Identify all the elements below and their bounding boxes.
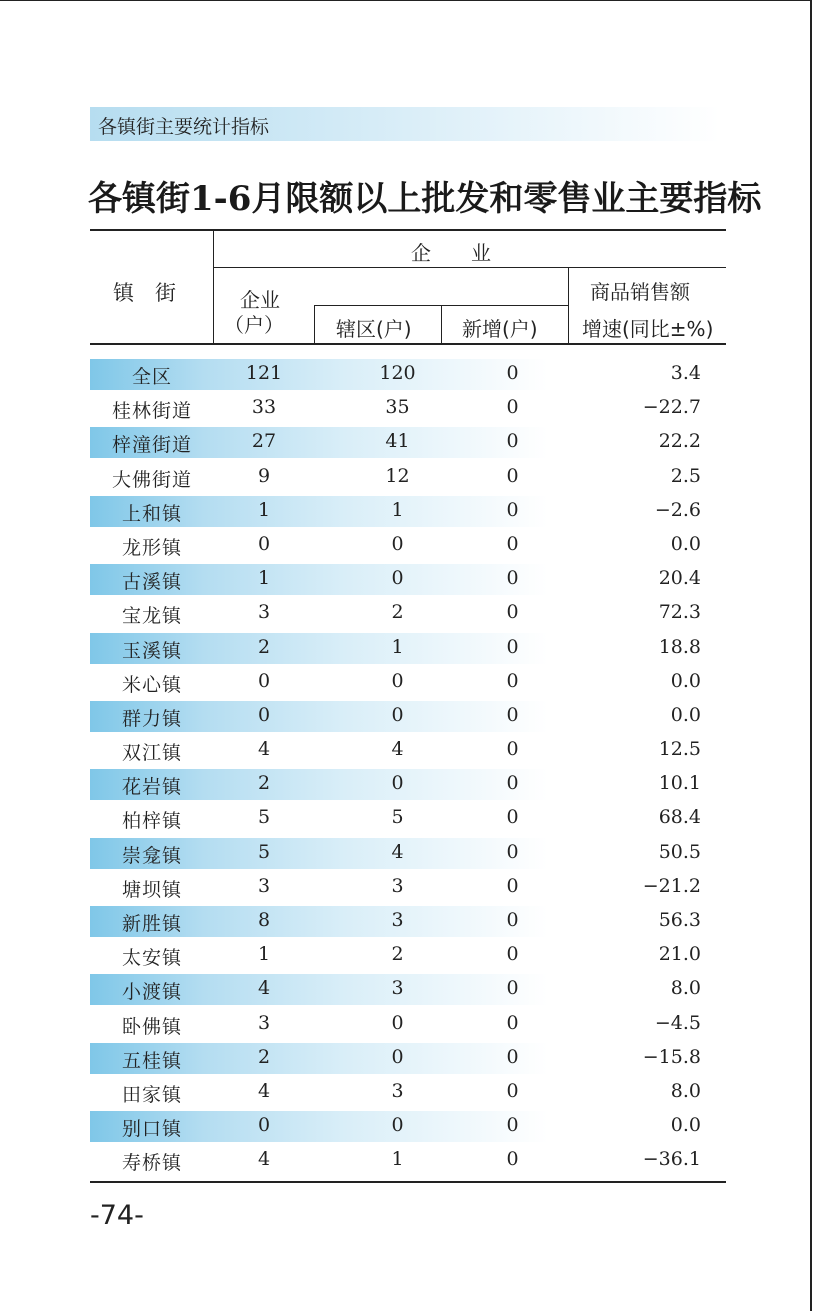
header-district: 辖区(户)	[336, 317, 412, 341]
town-name-cell: 宝龙镇	[121, 605, 182, 628]
district-count-cell: 3	[391, 909, 404, 931]
table-row	[90, 836, 726, 870]
district-count-cell: 12	[385, 464, 410, 487]
enterprise-count-cell: 5	[257, 840, 271, 863]
new-added-cell: 0	[506, 840, 519, 863]
district-count-cell: 3	[391, 874, 404, 897]
town-name-cell: 大佛街道	[111, 468, 192, 491]
district-count-cell: 1	[391, 1148, 404, 1171]
enterprise-count-cell: 2	[257, 1045, 271, 1068]
sales-growth-cell: 56.3	[658, 909, 701, 931]
town-name-cell: 古溪镇	[121, 571, 182, 594]
enterprise-count-cell: 0	[257, 1114, 271, 1137]
table-row	[90, 357, 726, 391]
district-count-cell: 35	[385, 396, 410, 419]
enterprise-count-cell: 4	[257, 1148, 271, 1171]
enterprise-count-cell: 3	[257, 874, 271, 897]
sales-growth-cell: 21.0	[658, 943, 701, 966]
district-count-cell: 0	[391, 1114, 404, 1137]
district-count-cell: 3	[391, 977, 404, 1000]
district-count-cell: 4	[391, 738, 404, 761]
sales-growth-cell: 68.4	[658, 806, 701, 829]
district-count-cell: 3	[391, 1079, 404, 1102]
town-name-cell: 小渡镇	[121, 981, 182, 1004]
sales-growth-cell: 0.0	[670, 532, 701, 555]
table-body	[90, 357, 726, 1178]
enterprise-count-cell: 4	[257, 1079, 271, 1102]
table-top-rule	[90, 229, 726, 231]
new-added-cell: 0	[506, 601, 519, 624]
district-count-cell: 0	[391, 1045, 404, 1068]
table-row	[90, 1109, 726, 1143]
sales-growth-cell: 12.5	[658, 738, 701, 761]
new-added-cell: 0	[506, 806, 519, 829]
new-added-cell: 0	[506, 1011, 519, 1034]
enterprise-count-cell: 4	[257, 977, 271, 1000]
district-count-cell: 2	[391, 943, 404, 966]
header-bottom-rule	[90, 343, 726, 345]
enterprise-count-cell: 33	[251, 396, 277, 419]
table-row	[90, 699, 726, 733]
page-number: -74-	[90, 1200, 144, 1231]
new-added-cell: 0	[506, 532, 519, 555]
new-added-cell: 0	[506, 1045, 519, 1068]
enterprise-count-cell: 5	[257, 806, 271, 829]
enterprise-count-cell: 9	[257, 464, 271, 487]
town-name-cell: 玉溪镇	[121, 639, 182, 662]
header-enterprise-group: 企 业	[411, 241, 491, 265]
sales-growth-cell: 8.0	[670, 1079, 701, 1102]
district-count-cell: 5	[391, 806, 404, 829]
town-name-cell: 双江镇	[121, 742, 182, 765]
new-added-cell: 0	[506, 498, 519, 521]
section-banner	[90, 107, 720, 141]
town-name-cell: 上和镇	[121, 502, 182, 525]
town-name-cell: 寿桥镇	[121, 1152, 182, 1175]
sales-growth-cell: 2.5	[670, 464, 701, 487]
enterprise-count-cell: 2	[257, 772, 271, 795]
new-added-cell: 0	[506, 396, 519, 419]
table-row	[90, 1143, 726, 1177]
town-name-cell: 桂林街道	[111, 400, 192, 423]
town-name-cell: 花岩镇	[121, 776, 182, 799]
new-added-cell: 0	[506, 977, 519, 1000]
new-added-cell: 0	[506, 703, 519, 726]
sales-growth-cell: −36.1	[642, 1148, 701, 1171]
sales-growth-cell: 72.3	[658, 601, 701, 624]
sales-growth-cell: 0.0	[670, 1114, 701, 1137]
table-row	[90, 972, 726, 1006]
district-count-cell: 0	[391, 703, 404, 726]
town-name-cell: 龙形镇	[121, 536, 182, 559]
new-added-cell: 0	[506, 1148, 519, 1171]
town-name-cell: 卧佛镇	[121, 1015, 182, 1038]
header-town: 镇 街	[113, 281, 176, 305]
new-added-cell: 0	[506, 1114, 519, 1137]
town-name-cell: 太安镇	[121, 947, 182, 970]
table-row	[90, 528, 726, 562]
table-row	[90, 767, 726, 801]
new-added-cell: 0	[506, 909, 519, 931]
sales-growth-cell: −22.7	[642, 396, 701, 419]
sales-growth-cell: 0.0	[670, 703, 701, 726]
district-count-cell: 0	[391, 669, 404, 692]
sales-growth-cell: 3.4	[670, 362, 701, 384]
district-count-cell: 0	[391, 772, 404, 795]
new-added-cell: 0	[506, 772, 519, 795]
table-row	[90, 631, 726, 665]
table-row	[90, 425, 726, 459]
header-sales-line2: 增速(同比±%)	[582, 317, 714, 341]
enterprise-count-cell: 8	[257, 909, 271, 931]
sales-growth-cell: 8.0	[670, 977, 701, 1000]
sales-growth-cell: −21.2	[642, 874, 701, 897]
sales-growth-cell: −2.6	[654, 498, 701, 521]
table-row	[90, 801, 726, 835]
table-row	[90, 870, 726, 904]
enterprise-count-cell: 1	[257, 943, 271, 966]
table-row	[90, 1007, 726, 1041]
sales-growth-cell: 22.2	[658, 430, 701, 453]
sales-growth-cell: 0.0	[670, 669, 701, 692]
sales-growth-cell: −15.8	[642, 1045, 701, 1068]
new-added-cell: 0	[506, 362, 519, 384]
enterprise-count-cell: 0	[257, 532, 271, 555]
table-row	[90, 391, 726, 425]
table-row	[90, 1041, 726, 1075]
enterprise-count-cell: 4	[257, 738, 271, 761]
table-row	[90, 494, 726, 528]
enterprise-count-cell: 3	[257, 1011, 271, 1034]
table-row	[90, 596, 726, 630]
header-enterprise-count-line1: 企业	[240, 288, 280, 312]
header-enterprise-count-line2: （户）	[224, 313, 284, 337]
town-name-cell: 全区	[131, 366, 172, 388]
sales-growth-cell: 20.4	[658, 567, 701, 590]
enterprise-count-cell: 1	[257, 498, 271, 521]
enterprise-count-cell: 2	[257, 635, 271, 658]
section-banner-text: 各镇街主要统计指标	[98, 116, 270, 138]
table-row	[90, 562, 726, 596]
new-added-cell: 0	[506, 635, 519, 658]
district-count-cell: 4	[391, 840, 404, 863]
sales-growth-cell: −4.5	[654, 1011, 701, 1034]
table-row	[90, 938, 726, 972]
district-count-cell: 1	[391, 498, 404, 521]
district-count-cell: 0	[391, 1011, 404, 1034]
new-added-cell: 0	[506, 567, 519, 590]
table-bottom-rule	[90, 1181, 726, 1183]
enterprise-count-cell: 0	[257, 669, 271, 692]
new-added-cell: 0	[506, 1079, 519, 1102]
table-row	[90, 1075, 726, 1109]
new-added-cell: 0	[506, 464, 519, 487]
town-name-cell: 五桂镇	[121, 1049, 182, 1072]
town-name-cell: 柏梓镇	[121, 810, 182, 833]
town-name-cell: 群力镇	[121, 707, 182, 730]
page-title: 各镇街1-6月限额以上批发和零售业主要指标	[88, 179, 762, 219]
town-name-cell: 新胜镇	[121, 913, 182, 935]
district-count-cell: 1	[391, 635, 404, 658]
header-divider-district	[441, 305, 442, 344]
header-divider-town	[213, 231, 214, 344]
header-divider-sales	[568, 268, 569, 344]
enterprise-count-cell: 27	[251, 430, 277, 453]
town-name-cell: 米心镇	[121, 673, 182, 696]
district-count-cell: 41	[385, 430, 410, 453]
new-added-cell: 0	[506, 738, 519, 761]
table-row	[90, 665, 726, 699]
sales-growth-cell: 50.5	[658, 840, 701, 863]
town-name-cell: 田家镇	[121, 1083, 182, 1106]
new-added-cell: 0	[506, 874, 519, 897]
new-added-cell: 0	[506, 943, 519, 966]
enterprise-count-cell: 0	[257, 703, 271, 726]
table-row	[90, 460, 726, 494]
header-sales-line1: 商品销售额	[590, 280, 690, 304]
header-divider-enterprise	[314, 305, 315, 344]
town-name-cell: 别口镇	[121, 1118, 182, 1141]
header-new-added: 新增(户)	[462, 317, 538, 341]
enterprise-count-cell: 1	[257, 567, 271, 590]
district-count-cell: 0	[391, 567, 404, 590]
header-mid-rule	[213, 267, 726, 268]
enterprise-count-cell: 3	[257, 601, 271, 624]
new-added-cell: 0	[506, 430, 519, 453]
district-count-cell: 0	[391, 532, 404, 555]
table-row	[90, 733, 726, 767]
town-name-cell: 崇龛镇	[121, 844, 182, 867]
district-count-cell: 120	[379, 362, 416, 384]
district-count-cell: 2	[391, 601, 404, 624]
table-row	[90, 904, 726, 938]
new-added-cell: 0	[506, 669, 519, 692]
enterprise-count-cell: 121	[245, 362, 283, 384]
sales-growth-cell: 18.8	[658, 635, 701, 658]
sales-growth-cell: 10.1	[658, 772, 701, 795]
town-name-cell: 梓潼街道	[111, 434, 192, 457]
town-name-cell: 塘坝镇	[121, 878, 182, 901]
